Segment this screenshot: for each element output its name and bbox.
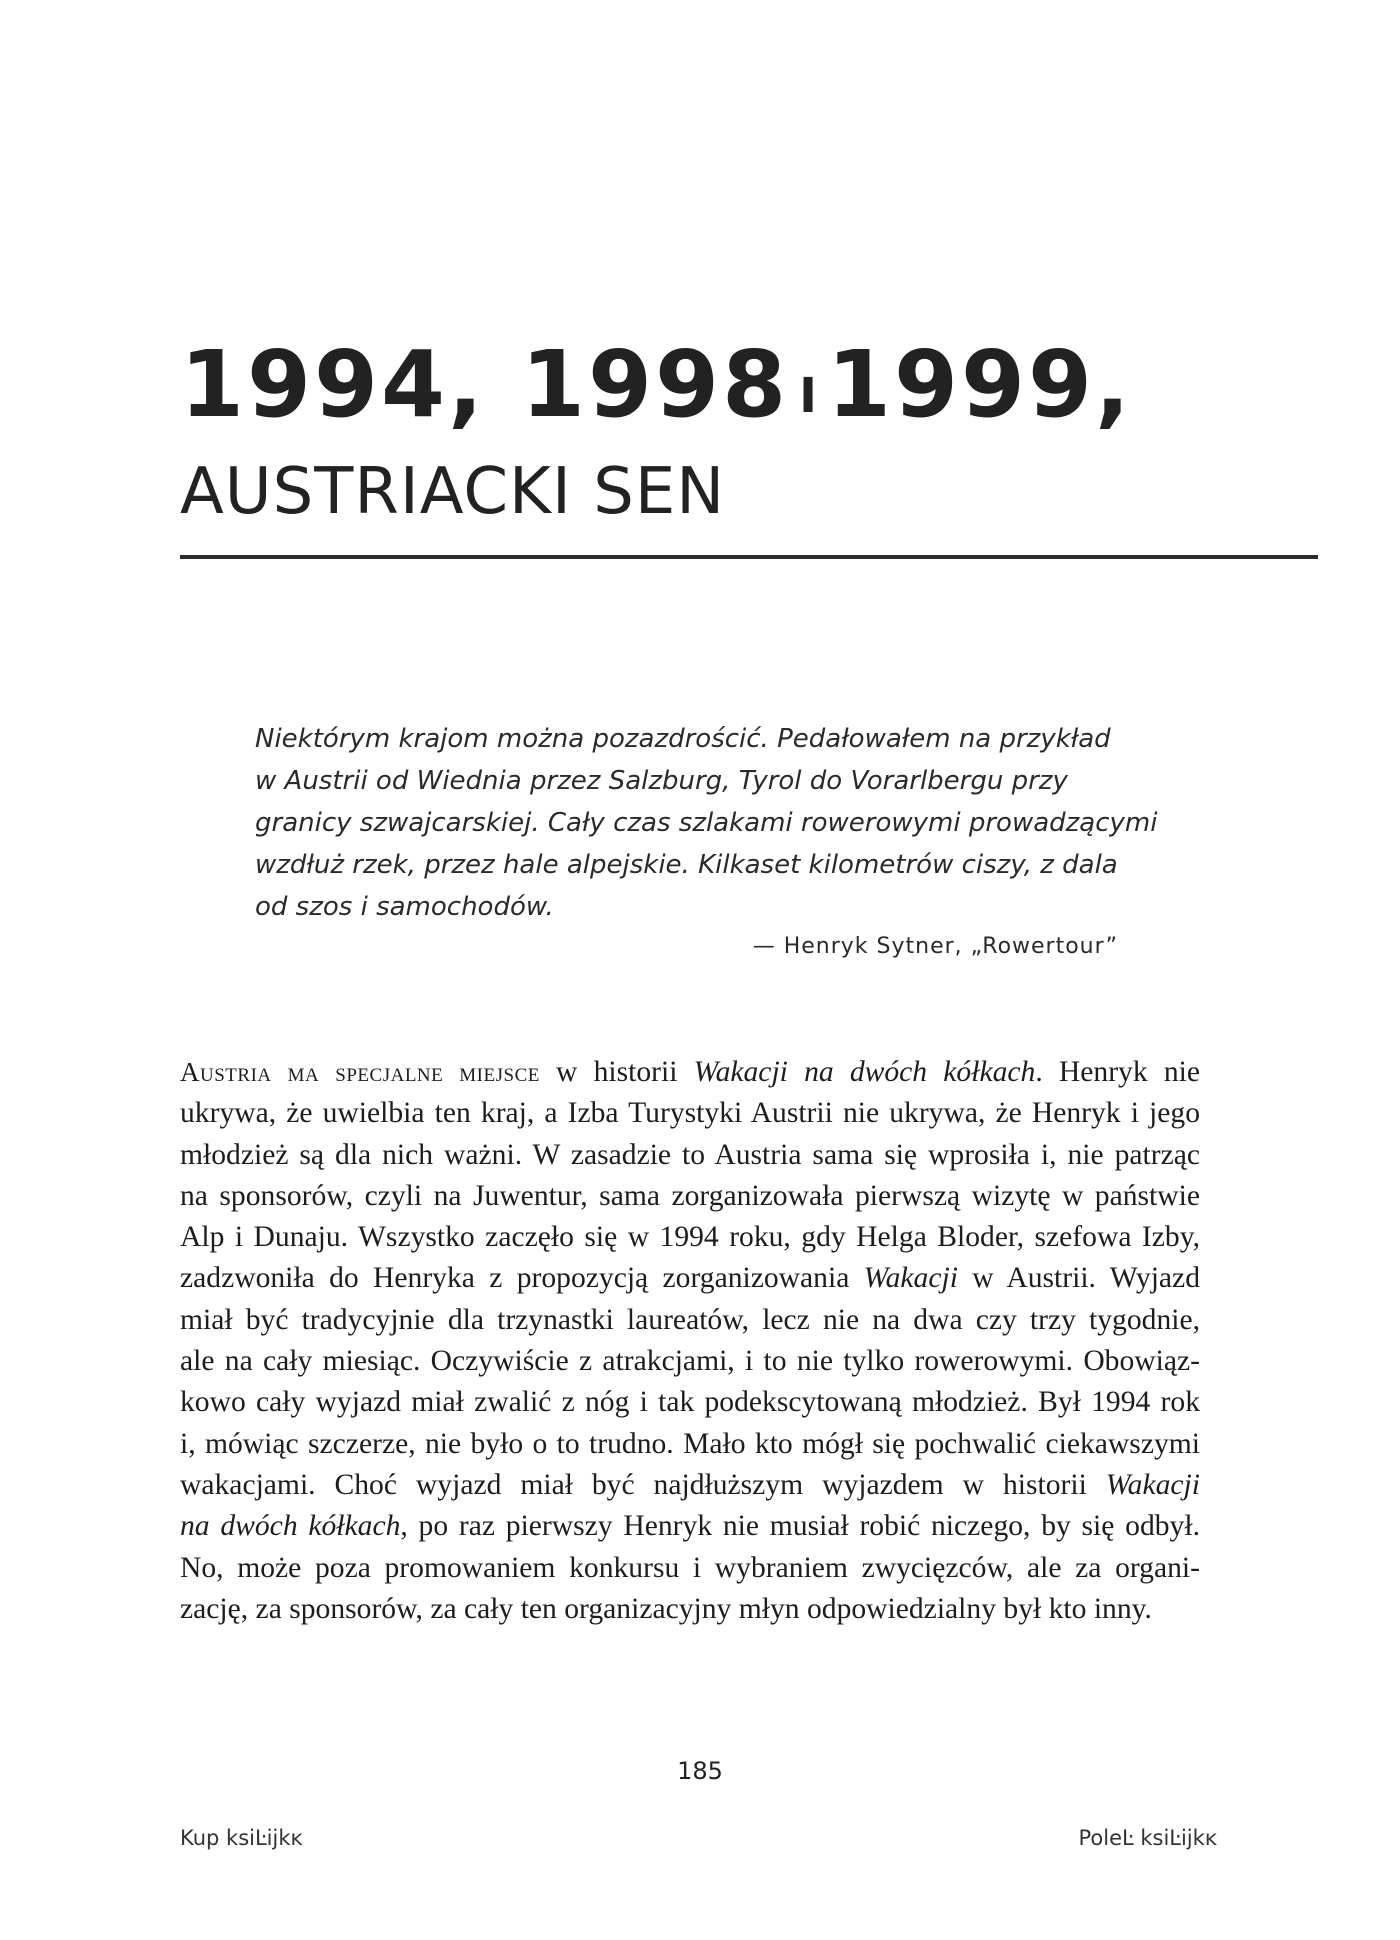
body-line <box>180 1548 1200 1589</box>
body-text-segment: młodzież są dla nich ważni. W zasadzie to Austria sama się wprosiła i, nie patrząc <box>180 1138 1200 1171</box>
body-text-segment: w historii <box>539 1056 694 1088</box>
body-text-segment: na sponsorów, czyli na Juwentur, sama zorganizowała pierwszą wizytę w państwie <box>180 1179 1200 1212</box>
chapter-subtitle: AUSTRIACKI SEN <box>180 455 726 529</box>
body-text-segment: kowo cały wyjazd miał zwalić z nóg i tak podekscytowaną młodzież. Był 1994 rok <box>180 1386 1200 1419</box>
body-line <box>180 1135 1200 1176</box>
paragraph-lead-smallcaps: Austria ma specjalne miejsce <box>180 1057 540 1087</box>
body-line <box>180 1341 1200 1382</box>
body-text-segment: zadzwoniła do Henryka z propozycją zorganizowania <box>180 1262 864 1295</box>
body-line <box>180 1300 1200 1341</box>
body-text-segment: wakacjami. Choć wyjazd miał być najdłuższym wyjazdem w historii <box>180 1468 1106 1501</box>
body-paragraph <box>180 1052 1200 1630</box>
italic-title: na dwóch kółkach <box>180 1510 401 1543</box>
body-line <box>180 1465 1200 1506</box>
body-line <box>180 1382 1200 1423</box>
italic-title: Wakacji na dwóch kółkach <box>693 1056 1036 1088</box>
body-line <box>180 1176 1200 1217</box>
body-line <box>180 1258 1200 1299</box>
body-text-segment: i, mówiąc szczerze, nie było o to trudno. Mało kto mógł się pochwalić ciekawszymi <box>180 1427 1200 1460</box>
body-line <box>180 1093 1200 1134</box>
body-text-segment: ale na cały miesiąc. Oczywiście z atrakcjami, i to nie tylko rowerowymi. Obowiąz- <box>180 1345 1200 1378</box>
footer-buy-book-link[interactable]: Kup ksiĿĳkĸ <box>180 1826 303 1850</box>
epigraph-line: w Austrii od Wiednia przez Salzburg, Tyrol do Vorarlbergu przy <box>255 766 1068 796</box>
epigraph-line: Niektórym krajom można pozazdrościć. Pedałowałem na przykład <box>255 724 1111 754</box>
epigraph-line: granicy szwajcarskiej. Cały czas szlakami rowerowymi prowadzącymi <box>255 808 1158 838</box>
chapter-title <box>180 330 1133 451</box>
body-line <box>180 1424 1200 1465</box>
italic-title: Wakacji <box>1105 1468 1200 1501</box>
chapter-title-years: 1994, 1998 <box>180 331 790 438</box>
footer-recommend-book-link[interactable]: PoleĿ ksiĿĳkĸ <box>1078 1826 1217 1850</box>
epigraph-quote <box>255 718 1255 928</box>
chapter-title-year-last: 1999, <box>826 331 1133 438</box>
body-text-segment: zację, za sponsorów, za cały ten organizacyjny młyn odpowiedzialny był kto inny. <box>180 1592 1152 1625</box>
body-text-segment: w Austrii. Wyjazd <box>957 1262 1200 1295</box>
title-divider <box>180 555 1318 559</box>
epigraph-line: wzdłuż rzek, przez hale alpejskie. Kilkaset kilometrów ciszy, z dala <box>255 850 1118 880</box>
body-text-segment: . Henryk nie <box>1035 1056 1200 1088</box>
epigraph <box>255 718 1255 928</box>
body-text-segment: miał być tradycyjnie dla trzynastki laureatów, lecz nie na dwa czy trzy tygodnie, <box>180 1303 1200 1336</box>
body-text-segment: , po raz pierwszy Henryk nie musiał robić niczego, by się odbył. <box>400 1510 1200 1543</box>
body-text-segment: ukrywa, że uwielbia ten kraj, a Izba Turystyki Austrii nie ukrywa, że Henryk i jego <box>180 1097 1200 1130</box>
italic-title: Wakacji <box>863 1262 958 1295</box>
body-text-segment: Alp i Dunaju. Wszystko zaczęło się w 1994 roku, gdy Helga Bloder, szefowa Izby, <box>180 1221 1200 1254</box>
body-line <box>180 1506 1200 1547</box>
epigraph-line: od szos i samochodów. <box>255 892 554 922</box>
body-text-segment: No, może poza promowaniem konkursu i wybraniem zwycięzców, ale za organi- <box>180 1551 1200 1584</box>
body-line <box>180 1217 1200 1258</box>
body-line <box>180 1589 1200 1630</box>
body-line <box>180 1052 1200 1093</box>
epigraph-attribution: — Henryk Sytner, „Rowertour” <box>752 934 1118 959</box>
chapter-title-separator: I <box>799 368 817 424</box>
page-number: 185 <box>677 1757 723 1785</box>
